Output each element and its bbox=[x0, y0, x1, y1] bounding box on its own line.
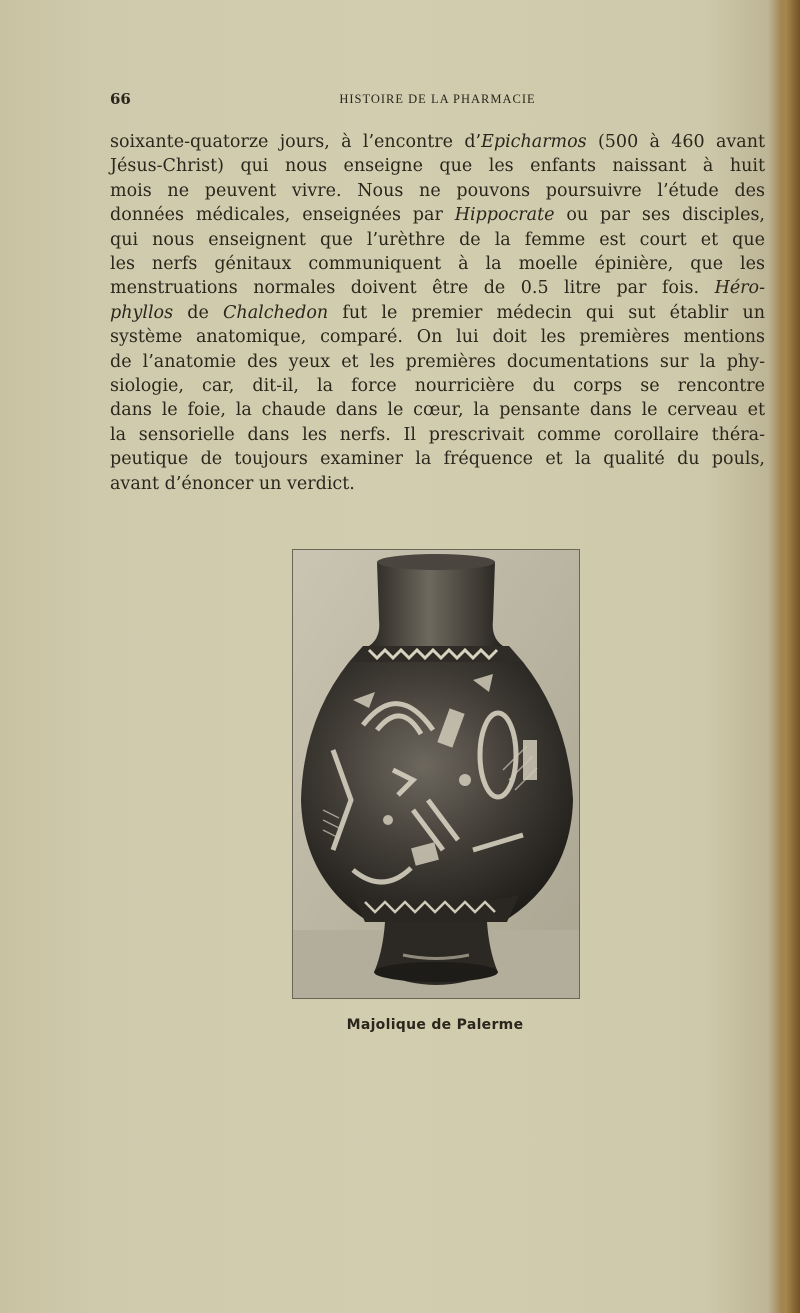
majolica-vase-photo bbox=[293, 550, 579, 998]
text-line bbox=[110, 301, 765, 325]
text-line bbox=[110, 423, 765, 447]
text-line bbox=[110, 325, 765, 349]
text-segment: ou par ses disciples, bbox=[554, 205, 765, 226]
text-segment: système anatomique, comparé. On lui doit les premières mentions bbox=[110, 327, 765, 348]
text-line bbox=[110, 130, 765, 154]
page-number: 66 bbox=[110, 90, 131, 108]
text-line bbox=[110, 276, 765, 300]
text-segment: menstruations normales doivent être de 0.5 litre par fois. bbox=[110, 278, 715, 299]
text-line bbox=[110, 350, 765, 374]
text-segment: dans le foie, la chaude dans le cœur, la pensante dans le cerveau et bbox=[110, 400, 765, 421]
text-segment: soixante-quatorze jours, à l’encontre d’ bbox=[110, 132, 482, 152]
text-line bbox=[110, 252, 765, 276]
text-segment: qui nous enseignent que l’urèthre de la femme est court et que bbox=[110, 229, 765, 250]
text-segment: la sensorielle dans les nerfs. Il prescrivait comme corollaire théra- bbox=[110, 424, 765, 445]
text-line bbox=[110, 374, 765, 398]
text-segment: de bbox=[173, 302, 224, 323]
text-segment: peutique de toujours examiner la fréquence et la qualité du pouls, bbox=[110, 449, 765, 470]
text-segment: fut le premier médecin qui sut établir un bbox=[328, 302, 766, 323]
text-segment: mois ne peuvent vivre. Nous ne pouvons poursuivre l’étude des bbox=[110, 180, 765, 201]
text-segment: (500 à 460 avant bbox=[586, 132, 765, 152]
figure-photo bbox=[292, 549, 580, 999]
text-segment: les nerfs génitaux communiquent à la moelle épinière, que les bbox=[110, 254, 765, 275]
text-line bbox=[110, 179, 765, 203]
text-line bbox=[110, 228, 765, 252]
italic-name: phyllos bbox=[110, 302, 174, 323]
text-line bbox=[110, 447, 765, 471]
text-segment: Jésus-Christ) qui nous enseigne que les enfants naissant à huit bbox=[110, 156, 765, 177]
italic-name: Hippocrate bbox=[454, 205, 555, 226]
text-segment: avant d’énoncer un verdict. bbox=[110, 473, 355, 494]
italic-name: Héro- bbox=[714, 278, 765, 299]
italic-name: Chalchedon bbox=[223, 302, 329, 323]
text-segment: de l’anatomie des yeux et les premières documentations sur la phy- bbox=[110, 351, 765, 372]
figure-caption: Majolique de Palerme bbox=[346, 1017, 524, 1033]
running-head: HISTOIRE DE LA PHARMACIE bbox=[339, 92, 536, 106]
text-line bbox=[110, 472, 765, 496]
text-segment: siologie, car, dit-il, la force nourricière du corps se rencontre bbox=[110, 376, 765, 397]
page-header bbox=[110, 90, 765, 112]
page-edge bbox=[778, 0, 800, 1313]
italic-name: Epicharmos bbox=[481, 132, 587, 152]
body-paragraph bbox=[110, 130, 765, 496]
text-line bbox=[110, 398, 765, 422]
text-line bbox=[110, 203, 765, 227]
text-line bbox=[110, 154, 765, 178]
text-segment: données médicales, enseignées par bbox=[110, 205, 455, 226]
